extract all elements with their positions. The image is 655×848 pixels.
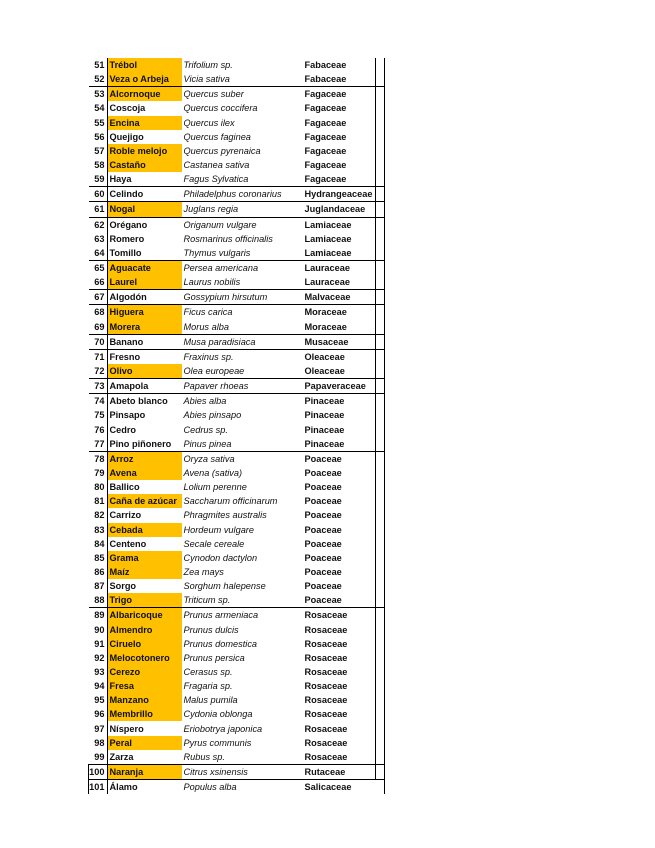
family-cell[interactable]: Pinaceae [302,394,385,409]
table-row [89,187,385,202]
common-name-cell[interactable]: Algodón [107,290,182,305]
common-name-cell[interactable]: Abeto blanco [107,394,182,409]
scientific-name-cell[interactable]: Sorghum halepense [183,581,266,592]
table-row [89,275,385,290]
row-number-cell[interactable]: 97 [89,721,108,735]
table-row [89,58,385,72]
family-cell[interactable]: Poaceae [302,508,385,522]
scientific-name-cell[interactable]: Castanea sativa [183,160,250,171]
family-cell[interactable]: Fagaceae [302,130,385,144]
common-name-cell[interactable]: Trébol [107,58,182,72]
scientific-name-cell[interactable]: Avena (sativa) [183,468,243,478]
family-cell[interactable]: Oleaceae [302,364,385,379]
family-cell[interactable]: Juglandaceae [302,202,385,217]
table-row [89,394,385,409]
common-name-cell[interactable]: Caña de azúcar [107,494,182,508]
row-number-cell[interactable]: 95 [89,693,108,707]
scientific-name-cell[interactable]: Papaver rhoeas [182,379,302,394]
row-number-cell[interactable]: 67 [89,290,108,305]
scientific-name-cell[interactable]: Quercus faginea [183,131,251,142]
row-number-cell[interactable]: 59 [89,172,108,187]
common-name-cell[interactable]: Laurel [107,275,182,290]
row-number-cell[interactable]: 68 [89,305,108,320]
family-cell[interactable]: Fagaceae [302,144,385,158]
family-cell[interactable]: Rosaceae [302,679,385,693]
table-row [89,423,385,437]
family-cell[interactable]: Malvaceae [302,290,385,305]
common-name-cell[interactable]: Maíz [107,565,182,579]
common-name-cell[interactable]: Cedro [109,424,137,435]
scientific-name-cell[interactable]: Cedrus sp. [183,424,228,435]
row-number-cell[interactable]: 51 [89,58,108,72]
row-number-cell[interactable]: 75 [89,408,108,422]
table-row [89,608,385,623]
row-number-cell[interactable]: 53 [89,87,108,102]
scientific-name-cell[interactable]: Abies alba [182,394,302,409]
table-row [89,593,385,608]
common-name-cell[interactable]: Membrillo [107,707,182,721]
scientific-name-cell[interactable]: Quercus pyrenaica [183,145,261,156]
table-row [89,217,385,232]
row-number-cell[interactable]: 61 [89,202,108,217]
family-cell[interactable]: Hydrangeaceae [302,187,385,202]
scientific-name-cell[interactable]: Cynodon dactylon [183,552,258,563]
family-cell[interactable]: Moraceae [302,320,385,335]
row-number-cell[interactable]: 57 [89,144,108,158]
scientific-name-cell[interactable]: Triticum sp. [183,595,231,606]
common-name-cell[interactable]: Grama [107,551,182,565]
table-row [89,130,385,144]
common-name-cell[interactable]: Pino piñonero [109,438,172,449]
family-cell[interactable]: Poaceae [302,593,385,608]
family-cell[interactable]: Poaceae [302,494,385,508]
table-row [89,523,385,537]
row-number-cell[interactable]: 99 [89,750,108,765]
common-name-cell[interactable]: Nogal [107,202,182,217]
row-number-cell[interactable]: 69 [89,320,108,335]
common-name-cell[interactable]: Roble melojo [107,144,182,158]
scientific-name-cell[interactable]: Trifolium sp. [183,60,233,71]
row-number-cell[interactable]: 82 [89,508,108,522]
family-cell[interactable]: Lamiaceae [302,217,385,232]
scientific-name-cell[interactable]: Prunus persica [183,652,245,663]
row-number-cell[interactable]: 96 [89,707,108,721]
common-name-cell[interactable]: Aguacate [107,260,182,275]
scientific-name-cell[interactable]: Musa paradisiaca [182,334,302,349]
table-row [89,637,385,651]
row-number-cell[interactable]: 72 [89,364,108,379]
family-cell[interactable]: Poaceae [302,466,385,480]
table-row [89,101,385,115]
table-row [89,494,385,508]
scientific-name-cell[interactable]: Malus pumila [183,695,238,706]
table-row [89,736,385,750]
scientific-name-cell[interactable]: Oryza sativa [182,451,302,466]
family-cell[interactable]: Rosaceae [302,651,385,665]
common-name-cell[interactable]: Ciruelo [107,637,182,651]
scientific-name-cell[interactable]: Philadelphus coronarius [182,187,302,202]
species-table-body [89,58,385,794]
scientific-name-cell[interactable]: Abies pinsapo [183,410,242,421]
common-name-cell[interactable]: Avena [107,466,182,480]
row-number-cell[interactable]: 81 [89,494,108,508]
common-name-cell[interactable]: Higuera [107,305,182,320]
table-row [89,480,385,494]
scientific-name-cell[interactable]: Quercus suber [182,87,302,102]
family-cell[interactable]: Fagaceae [302,158,385,172]
family-cell[interactable]: Rosaceae [302,693,385,707]
common-name-cell[interactable]: Arroz [107,451,182,466]
common-name-cell[interactable]: Morera [107,320,182,335]
scientific-name-cell[interactable]: Origanum vulgare [182,217,302,232]
common-name-cell[interactable]: Naranja [107,764,182,779]
family-cell[interactable]: Fagaceae [302,87,385,102]
scientific-name-cell[interactable]: Zea mays [183,566,224,577]
family-cell[interactable]: Lamiaceae [302,232,385,246]
row-number-cell[interactable]: 65 [89,260,108,275]
row-number-cell[interactable]: 84 [89,537,108,551]
table-row [89,172,385,187]
common-name-cell[interactable]: Almendro [107,622,182,636]
table-row [89,551,385,565]
table-row [89,290,385,305]
row-number-cell[interactable]: 62 [89,217,108,232]
family-cell[interactable]: Fagaceae [302,101,385,115]
table-row [89,72,385,87]
table-row [89,565,385,579]
scientific-name-cell[interactable]: Persea americana [182,260,302,275]
common-name-cell[interactable]: Orégano [107,217,182,232]
scientific-name-cell[interactable]: Citrus xsinensis [182,764,302,779]
family-cell[interactable]: Fagaceae [302,116,385,130]
common-name-cell[interactable]: Olivo [107,364,182,379]
common-name-cell[interactable]: Manzano [107,693,182,707]
family-cell[interactable]: Lauraceae [302,275,385,290]
family-cell[interactable]: Poaceae [302,565,385,579]
table-row [89,750,385,765]
common-name-cell[interactable]: Ballico [109,482,140,493]
common-name-cell[interactable]: Peral [107,736,182,750]
table-row [89,679,385,693]
table-row [89,260,385,275]
table-row [89,451,385,466]
common-name-cell[interactable]: Romero [109,233,145,244]
family-cell[interactable]: Lamiaceae [302,246,385,261]
row-number-cell[interactable]: 101 [89,780,108,795]
scientific-name-cell[interactable]: Ficus carica [182,305,302,320]
common-name-cell[interactable]: Celindo [107,187,182,202]
common-name-cell[interactable]: Coscoja [109,103,146,114]
common-name-cell[interactable]: Castaño [107,158,182,172]
common-name-cell[interactable]: Veza o Arbeja [107,72,182,87]
scientific-name-cell[interactable]: Fragaria sp. [183,681,233,692]
table-row [89,246,385,261]
family-cell[interactable]: Poaceae [302,537,385,551]
common-name-cell[interactable]: Quejigo [109,131,144,142]
common-name-cell[interactable]: Tomillo [109,247,142,258]
table-row [89,721,385,735]
family-cell[interactable]: Rosaceae [302,622,385,636]
common-name-cell[interactable]: Sorgo [109,581,137,592]
row-number-cell[interactable]: 89 [89,608,108,623]
scientific-name-cell[interactable]: Secale cereale [183,538,245,549]
row-number-cell[interactable]: 71 [89,349,108,364]
table-row [89,537,385,551]
family-cell[interactable]: Rosaceae [302,750,385,765]
common-name-cell[interactable]: Álamo [107,780,182,795]
row-number-cell[interactable]: 76 [89,423,108,437]
table-row [89,437,385,452]
row-number-cell[interactable]: 54 [89,101,108,115]
scientific-name-cell[interactable]: Cerasus sp. [183,666,233,677]
row-number-cell[interactable]: 70 [89,334,108,349]
table-row [89,408,385,422]
scientific-name-cell[interactable]: Pinus pinea [183,438,232,449]
family-cell[interactable]: Oleaceae [302,349,385,364]
row-number-cell[interactable]: 58 [89,158,108,172]
family-cell[interactable]: Papaveraceae [302,379,385,394]
row-number-cell[interactable]: 73 [89,379,108,394]
table-row [89,87,385,102]
scientific-name-cell[interactable]: Quercus ilex [183,117,235,128]
scientific-name-cell[interactable]: Saccharum officinarum [183,496,278,507]
scientific-name-cell[interactable]: Pyrus communis [183,737,252,748]
common-name-cell[interactable]: Centeno [109,538,147,549]
table-row [89,232,385,246]
family-cell[interactable]: Poaceae [302,551,385,565]
table-row [89,379,385,394]
scientific-name-cell[interactable]: Laurus nobilis [183,277,241,288]
table-row [89,622,385,636]
common-name-cell[interactable]: Haya [109,174,132,185]
table-row [89,158,385,172]
family-cell[interactable]: Lauraceae [302,260,385,275]
family-cell[interactable]: Fabaceae [302,72,385,87]
family-cell[interactable]: Fagaceae [302,172,385,187]
common-name-cell[interactable]: Encina [107,116,182,130]
row-number-cell[interactable]: 55 [89,116,108,130]
row-number-cell[interactable]: 88 [89,593,108,608]
family-cell[interactable]: Poaceae [302,451,385,466]
family-cell[interactable]: Rosaceae [302,736,385,750]
scientific-name-cell[interactable]: Thymus vulgaris [183,247,251,258]
table-row [89,651,385,665]
scientific-name-cell[interactable]: Rubus sp. [183,751,225,762]
table-row [89,349,385,364]
family-cell[interactable]: Moraceae [302,305,385,320]
scientific-name-cell[interactable]: Rosmarinus officinalis [183,233,273,244]
row-number-cell[interactable]: 80 [89,480,108,494]
scientific-name-cell[interactable]: Vicia sativa [183,74,230,85]
scientific-name-cell[interactable]: Fraxinus sp. [182,349,302,364]
scientific-name-cell[interactable]: Olea europeae [183,366,245,377]
table-row [89,579,385,593]
row-number-cell[interactable]: 77 [89,437,108,452]
scientific-name-cell[interactable]: Phragmites australis [183,510,267,521]
scientific-name-cell[interactable]: Prunus domestica [183,638,258,649]
family-cell[interactable]: Poaceae [302,480,385,494]
family-cell[interactable]: Fabaceae [302,58,385,72]
common-name-cell[interactable]: Banano [107,334,182,349]
common-name-cell[interactable]: Alcornoque [107,87,182,102]
common-name-cell[interactable]: Melocotonero [107,651,182,665]
table-row [89,466,385,480]
table-row [89,202,385,217]
scientific-name-cell[interactable]: Fagus Sylvatica [183,174,249,185]
table-row [89,364,385,379]
family-cell[interactable]: Rosaceae [302,608,385,623]
table-right-border [375,58,376,780]
common-name-cell[interactable]: Carrizo [109,510,142,521]
scientific-name-cell[interactable]: Eriobotrya japonica [183,723,263,734]
common-name-cell[interactable]: Amapola [107,379,182,394]
scientific-name-cell[interactable]: Prunus armeniaca [182,608,302,623]
table-row [89,780,385,795]
family-cell[interactable]: Musaceae [302,334,385,349]
scientific-name-cell[interactable]: Morus alba [183,321,229,332]
common-name-cell[interactable]: Albaricoque [107,608,182,623]
row-number-cell[interactable]: 83 [89,523,108,537]
family-cell[interactable]: Salicaceae [302,780,385,795]
scientific-name-cell[interactable]: Cydonia oblonga [183,709,253,720]
row-number-cell[interactable]: 86 [89,565,108,579]
common-name-cell[interactable]: Cerezo [107,665,182,679]
table-row [89,334,385,349]
row-number-cell[interactable]: 87 [89,579,108,593]
common-name-cell[interactable]: Zarza [109,751,134,762]
row-number-cell[interactable]: 63 [89,232,108,246]
table-row [89,693,385,707]
table-row [89,508,385,522]
common-name-cell[interactable]: Pinsapo [109,410,146,421]
common-name-cell[interactable]: Fresno [107,349,182,364]
family-cell[interactable]: Pinaceae [302,423,385,437]
common-name-cell[interactable]: Cebada [107,523,182,537]
row-number-cell[interactable]: 91 [89,637,108,651]
row-number-cell[interactable]: 93 [89,665,108,679]
table-row [89,144,385,158]
row-number-cell[interactable]: 90 [89,622,108,636]
scientific-name-cell[interactable]: Juglans regia [182,202,302,217]
row-number-cell[interactable]: 98 [89,736,108,750]
common-name-cell[interactable]: Níspero [109,723,144,734]
row-number-cell[interactable]: 52 [89,72,108,87]
row-number-cell[interactable]: 74 [89,394,108,409]
table-row [89,320,385,335]
family-cell[interactable]: Pinaceae [302,437,385,452]
scientific-name-cell[interactable]: Hordeum vulgare [183,524,254,535]
row-number-cell[interactable]: 56 [89,130,108,144]
table-row [89,116,385,130]
family-cell[interactable]: Poaceae [302,523,385,537]
table-row [89,665,385,679]
row-number-cell[interactable]: 79 [89,466,108,480]
scientific-name-cell[interactable]: Gossypium hirsutum [182,290,302,305]
row-number-cell[interactable]: 60 [89,187,108,202]
row-number-cell[interactable]: 85 [89,551,108,565]
scientific-name-cell[interactable]: Populus alba [182,780,302,795]
family-cell[interactable]: Rosaceae [302,637,385,651]
family-cell[interactable]: Rosaceae [302,665,385,679]
row-number-cell[interactable]: 78 [89,451,108,466]
family-cell[interactable]: Rutaceae [302,764,385,779]
row-number-cell[interactable]: 66 [89,275,108,290]
scientific-name-cell[interactable]: Lolium perenne [183,482,247,493]
species-table [88,58,385,794]
row-number-cell[interactable]: 92 [89,651,108,665]
table-row [89,305,385,320]
table-row [89,707,385,721]
family-cell[interactable]: Rosaceae [302,707,385,721]
scientific-name-cell[interactable]: Quercus coccifera [183,103,258,114]
row-number-cell[interactable]: 100 [89,764,108,779]
family-cell[interactable]: Poaceae [302,579,385,593]
common-name-cell[interactable]: Fresa [107,679,182,693]
scientific-name-cell[interactable]: Prunus dulcis [183,624,239,635]
table-row [89,764,385,779]
family-cell[interactable]: Pinaceae [302,408,385,422]
row-number-cell[interactable]: 64 [89,246,108,261]
family-cell[interactable]: Rosaceae [302,721,385,735]
row-number-cell[interactable]: 94 [89,679,108,693]
common-name-cell[interactable]: Trigo [107,593,182,608]
